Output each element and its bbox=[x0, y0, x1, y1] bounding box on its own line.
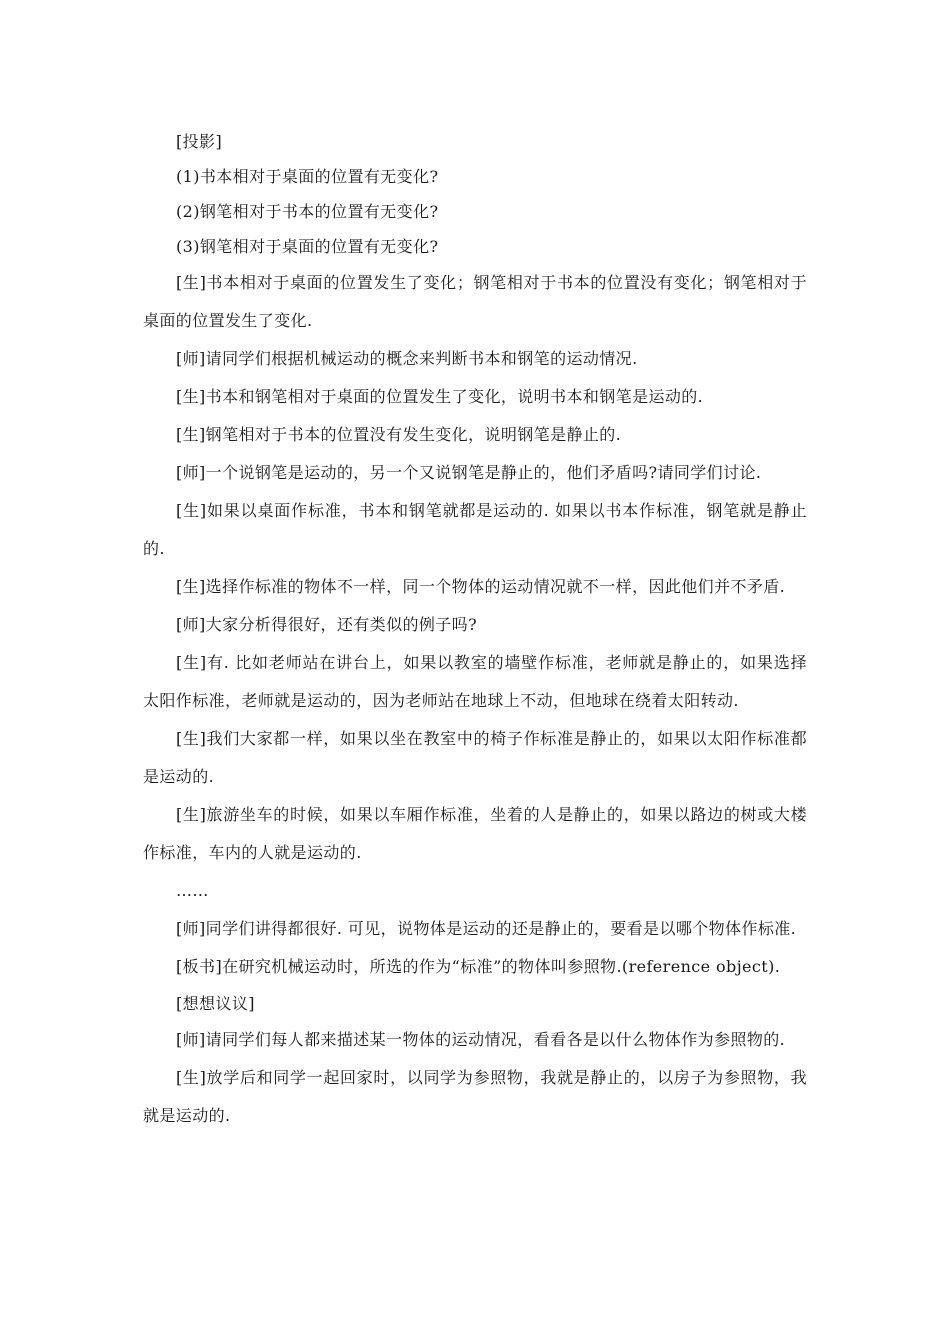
section-heading-projection: [投影] bbox=[176, 132, 223, 151]
dialogue-paragraph: [生]放学后和同学一起回家时，以同学为参照物，我就是静止的，以房子为参照物，我就是运动的. bbox=[143, 1068, 807, 1125]
dialogue-paragraph: [生]钢笔相对于书本的位置没有发生变化，说明钢笔是静止的. bbox=[176, 425, 622, 444]
document-body bbox=[143, 124, 807, 1135]
blackboard-definition: [板书]在研究机械运动时，所选的作为“标准”的物体叫参照物.(reference object). bbox=[176, 957, 781, 976]
question-3: (3)钢笔相对于桌面的位置有无变化? bbox=[176, 237, 439, 256]
ellipsis-separator: …… bbox=[176, 881, 209, 900]
dialogue-paragraph: [师]一个说钢笔是运动的，另一个又说钢笔是静止的，他们矛盾吗?请同学们讨论. bbox=[176, 463, 762, 482]
question-2: (2)钢笔相对于书本的位置有无变化? bbox=[176, 202, 439, 221]
dialogue-paragraph: [师]大家分析得很好，还有类似的例子吗? bbox=[176, 615, 478, 634]
dialogue-paragraph: [师]同学们讲得都很好. 可见，说物体是运动的还是静止的，要看是以哪个物体作标准. bbox=[176, 919, 797, 938]
dialogue-paragraph: [生]旅游坐车的时候，如果以车厢作标准，坐着的人是静止的，如果以路边的树或大楼作标准，车内的人就是运动的. bbox=[143, 805, 807, 862]
dialogue-paragraph: [生]有. 比如老师站在讲台上，如果以教室的墙壁作标准，老师就是静止的，如果选择太阳作标准，老师就是运动的，因为老师站在地球上不动，但地球在绕着太阳转动. bbox=[143, 653, 807, 710]
dialogue-paragraph: [生]我们大家都一样，如果以坐在教室中的椅子作标准是静止的，如果以太阳作标准都是运动的. bbox=[143, 729, 807, 786]
dialogue-paragraph: [生]如果以桌面作标准，书本和钢笔就都是运动的. 如果以书本作标准，钢笔就是静止的. bbox=[143, 501, 807, 558]
question-1: (1)书本相对于桌面的位置有无变化? bbox=[176, 167, 439, 186]
dialogue-paragraph: [生]选择作标准的物体不一样，同一个物体的运动情况就不一样，因此他们并不矛盾. bbox=[176, 577, 786, 596]
dialogue-paragraph: [师]请同学们根据机械运动的概念来判断书本和钢笔的运动情况. bbox=[176, 349, 638, 368]
dialogue-paragraph: [生]书本相对于桌面的位置发生了变化；钢笔相对于书本的位置没有变化；钢笔相对于桌面的位置发生了变化. bbox=[143, 273, 807, 330]
dialogue-paragraph: [师]请同学们每人都来描述某一物体的运动情况，看看各是以什么物体作为参照物的. bbox=[176, 1030, 786, 1049]
section-heading-discussion: [想想议议] bbox=[176, 994, 255, 1013]
dialogue-paragraph: [生]书本和钢笔相对于桌面的位置发生了变化，说明书本和钢笔是运动的. bbox=[176, 387, 704, 406]
